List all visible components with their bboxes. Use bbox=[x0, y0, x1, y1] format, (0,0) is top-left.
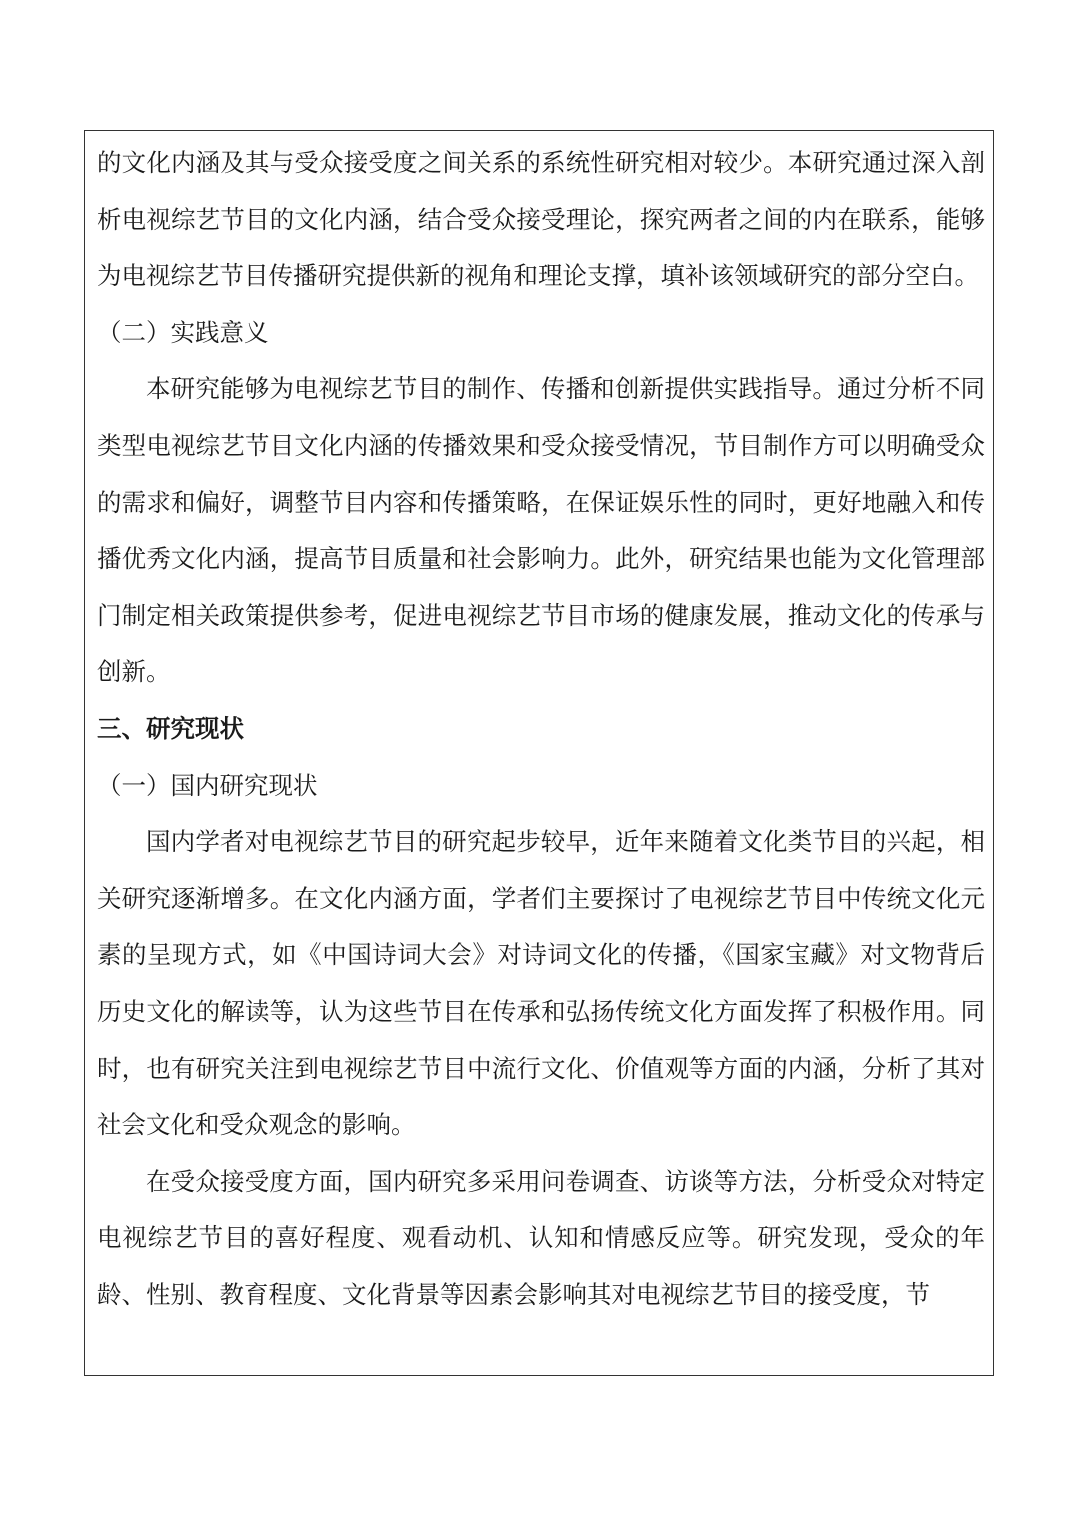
paragraph-theoretical-significance-continuation: 的文化内涵及其与受众接受度之间关系的系统性研究相对较少。本研究通过深入剖析电视综艺节目的文化内涵，结合受众接受理论，探究两者之间的内在联系，能够为电视综艺节目传播研究提供新的视角和理论支撑，填补该领域研究的部分空白。 bbox=[97, 148, 985, 291]
subheading-domestic-research-status: （一）国内研究现状 bbox=[97, 770, 318, 800]
paragraph-domestic-research-culture: 国内学者对电视综艺节目的研究起步较早，近年来随着文化类节目的兴起，相关研究逐渐增多。在文化内涵方面，学者们主要探讨了电视综艺节目中传统文化元素的呈现方式，如《中国诗词大会》对诗词文化的传播，《国家宝藏》对文物背后历史文化的解读等，认为这些节目在传承和弘扬传统文化方面发挥了积极作用。同时，也有研究关注到电视综艺节目中流行文化、价值观等方面的内涵，分析了其对社会文化和受众观念的影响。 bbox=[97, 827, 985, 1140]
section-heading-research-status: 三、研究现状 bbox=[97, 713, 244, 743]
paragraph-practical-significance: 本研究能够为电视综艺节目的制作、传播和创新提供实践指导。通过分析不同类型电视综艺节目文化内涵的传播效果和受众接受情况，节目制作方可以明确受众的需求和偏好，调整节目内容和传播策略，在保证娱乐性的同时，更好地融入和传播优秀文化内涵，提高节目质量和社会影响力。此外，研究结果也能为文化管理部门制定相关政策提供参考，促进电视综艺节目市场的健康发展，推动文化的传承与创新。 bbox=[97, 374, 985, 687]
document-table-cell bbox=[84, 130, 994, 1376]
paragraph-domestic-research-audience: 在受众接受度方面，国内研究多采用问卷调查、访谈等方法，分析受众对特定电视综艺节目的喜好程度、观看动机、认知和情感反应等。研究发现，受众的年龄、性别、教育程度、文化背景等因素会影响其对电视综艺节目的接受度，节 bbox=[97, 1166, 985, 1309]
subheading-practical-significance: （二）实践意义 bbox=[97, 317, 269, 347]
document-body bbox=[97, 135, 985, 1323]
